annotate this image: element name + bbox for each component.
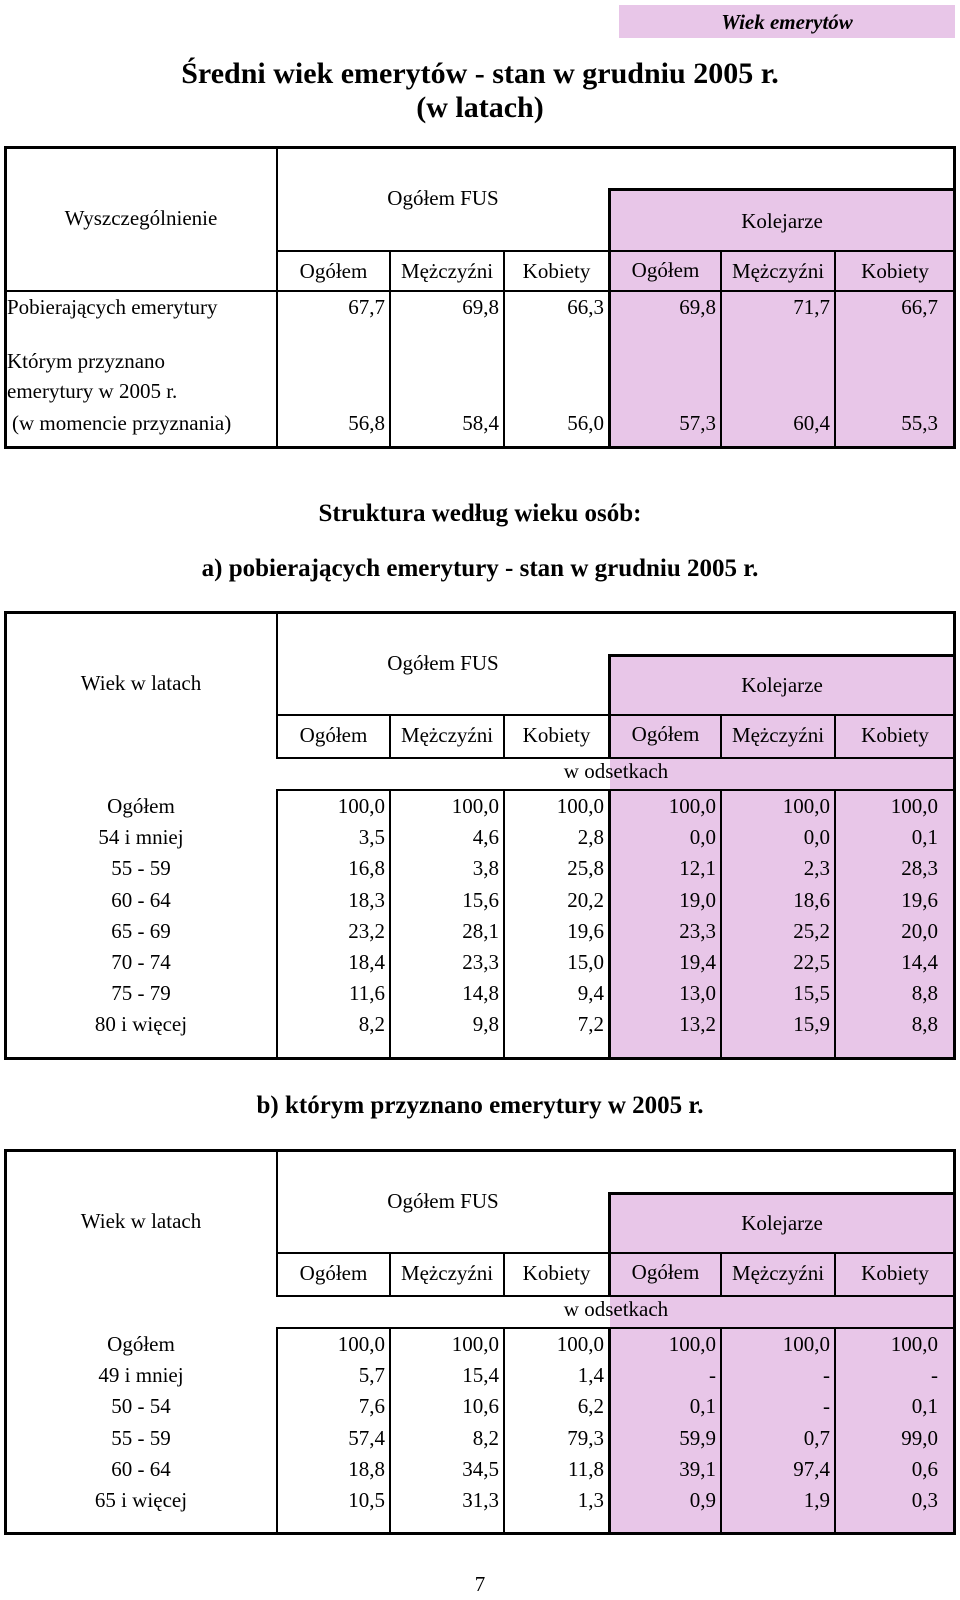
table2-cell: 16,8 <box>348 856 385 881</box>
table2-cell: 25,2 <box>793 918 830 943</box>
table2-cell: 20,0 <box>901 918 938 943</box>
table3-cell: 0,1 <box>689 1394 716 1419</box>
table3-col-header: Kobiety <box>522 1261 591 1285</box>
table3-cell: 6,2 <box>577 1394 604 1419</box>
table2-cell: 8,8 <box>911 981 938 1006</box>
table1-group-kolejarze: Kolejarze <box>741 209 823 233</box>
table1-cell: 55,3 <box>901 411 938 435</box>
table2-cell: 100,0 <box>782 794 830 818</box>
table3-cell: 97,4 <box>793 1456 830 1481</box>
table1-cell: 56,0 <box>567 411 604 435</box>
page-number: 7 <box>474 1572 486 1596</box>
table2-col-header: Ogółem <box>299 723 368 747</box>
table3-row-label: Ogółem <box>107 1332 175 1356</box>
table3-cell: 11,8 <box>568 1456 604 1481</box>
table3-cell: 15,4 <box>462 1363 499 1388</box>
table1-col-header: Kobiety <box>861 259 929 283</box>
table2-cell: 18,3 <box>348 887 385 912</box>
table3-unit: w odsetkach <box>563 1297 669 1321</box>
table3-col-header: Ogółem <box>631 1260 700 1284</box>
table2-cell: 25,8 <box>567 856 604 881</box>
table2-cell: 7,2 <box>577 1012 604 1037</box>
table3-cell: 99,0 <box>901 1425 938 1450</box>
table2-row-label: 54 i mniej <box>98 825 184 850</box>
subtitle-b: b) którym przyznano emerytury w 2005 r. <box>256 1092 704 1119</box>
table3-cell: 59,9 <box>679 1425 716 1450</box>
subtitle-a: a) pobierających emerytury - stan w grudniu 2005 r. <box>201 555 759 582</box>
table1-head-first: Wyszczególnienie <box>64 206 218 230</box>
table3-cell: 100,0 <box>890 1332 938 1356</box>
table2-cell: 19,6 <box>901 887 938 912</box>
table2-group-kolejarze: Kolejarze <box>741 673 823 697</box>
table1-group-fus: Ogółem FUS <box>387 186 499 210</box>
table2-cell: 22,5 <box>793 950 830 974</box>
table1-row-label: emerytury w 2005 r. <box>7 379 178 403</box>
table3-col-header: Ogółem <box>299 1261 368 1285</box>
table2-unit: w odsetkach <box>563 759 669 783</box>
table2-cell: 9,4 <box>577 981 604 1006</box>
table2-cell: 8,8 <box>911 1012 938 1037</box>
table2-cell: 23,3 <box>462 950 499 974</box>
table2-cell: 15,5 <box>793 981 830 1006</box>
table3-cell: 34,5 <box>462 1456 499 1481</box>
table3-cell: 0,7 <box>803 1425 830 1450</box>
table3-cell: 0,9 <box>689 1488 716 1512</box>
table3-row-label: 55 - 59 <box>111 1425 171 1450</box>
table2-col-header: Mężczyźni <box>731 723 825 747</box>
table2-cell: 18,6 <box>793 887 830 912</box>
table1-col-header: Ogółem <box>299 259 368 283</box>
table3-cell: 57,4 <box>348 1425 385 1450</box>
table3-cell: 100,0 <box>337 1332 385 1356</box>
table2-cell: 19,0 <box>679 887 716 912</box>
table1-cell: 60,4 <box>793 411 830 435</box>
table3-cell: - <box>823 1363 830 1388</box>
table2-cell: 0,0 <box>803 825 830 850</box>
table2-cell: 100,0 <box>337 794 385 818</box>
table2-cell: 20,2 <box>567 887 604 912</box>
table2-cell: 100,0 <box>451 794 499 818</box>
table3-cell: 100,0 <box>451 1332 499 1356</box>
table3-col-header: Mężczyźni <box>400 1261 494 1285</box>
table2-cell: 2,8 <box>577 825 604 850</box>
table3-row-label: 65 i więcej <box>94 1488 188 1512</box>
table2-cell: 100,0 <box>890 794 938 818</box>
table2-row-label: 65 - 69 <box>111 918 171 943</box>
table3-col-header: Mężczyźni <box>731 1261 825 1285</box>
table1-cell: 71,7 <box>793 295 830 319</box>
table1-cell: 57,3 <box>679 411 716 435</box>
table2-cell: 14,4 <box>901 950 938 974</box>
table3-head-first: Wiek w latach <box>80 1209 202 1233</box>
table2-cell: 0,1 <box>911 825 938 850</box>
section-tag: Wiek emerytów <box>619 5 955 38</box>
table3-group-kolejarze: Kolejarze <box>741 1211 823 1235</box>
table2-col-header: Kobiety <box>861 723 929 747</box>
table3-cell: 10,6 <box>462 1394 499 1419</box>
table3-row-label: 49 i mniej <box>98 1363 184 1388</box>
table2-cell: 28,1 <box>462 918 499 943</box>
table1-col-header: Mężczyźni <box>731 259 825 283</box>
table2-row-label: 80 i więcej <box>94 1012 188 1037</box>
table2-row-label: 60 - 64 <box>111 887 171 912</box>
table2-cell: 13,2 <box>679 1012 716 1037</box>
table2-cell: 23,2 <box>348 918 385 943</box>
table3-cell: 1,3 <box>577 1488 604 1512</box>
table2-cell: 15,6 <box>462 887 499 912</box>
table1-col-header: Ogółem <box>631 258 700 282</box>
table3-cell: 7,6 <box>358 1394 385 1419</box>
table3-cell: 1,4 <box>577 1363 604 1388</box>
page-title: Średni wiek emerytów - stan w grudniu 2005 r. <box>181 57 779 90</box>
table2-cell: 15,9 <box>793 1012 830 1037</box>
table2-cell: 18,4 <box>348 950 385 974</box>
table3-cell: 31,3 <box>462 1488 499 1512</box>
table3-cell: 0,6 <box>911 1456 938 1481</box>
table3-row-label: 60 - 64 <box>111 1456 171 1481</box>
table2-cell: 19,4 <box>679 950 716 974</box>
table1-cell: 69,8 <box>462 295 499 319</box>
table3-cell: 10,5 <box>348 1488 385 1512</box>
table3-col-header: Kobiety <box>861 1261 929 1285</box>
table2-cell: 100,0 <box>668 794 716 818</box>
table2-cell: 3,5 <box>358 825 385 850</box>
table3-row-label: 50 - 54 <box>111 1394 171 1419</box>
table2-cell: 19,6 <box>567 918 604 943</box>
table1-cell: 56,8 <box>348 411 385 435</box>
table1-col-header: Kobiety <box>522 259 591 283</box>
table2-row-label: 70 - 74 <box>111 950 171 974</box>
table3-cell: 100,0 <box>782 1332 830 1356</box>
table2-head-first: Wiek w latach <box>80 671 202 695</box>
table2-row-label: 55 - 59 <box>111 856 171 881</box>
table1-cell: 58,4 <box>462 411 499 435</box>
table2-cell: 8,2 <box>358 1012 385 1037</box>
table1-cell: 66,3 <box>567 295 604 319</box>
table2-cell: 9,8 <box>472 1012 499 1037</box>
table3-cell: 5,7 <box>358 1363 385 1388</box>
table3-cell: 39,1 <box>679 1456 716 1481</box>
table2-cell: 100,0 <box>556 794 604 818</box>
table3-cell: - <box>709 1363 716 1388</box>
table2-col-header: Mężczyźni <box>400 723 494 747</box>
table2-cell: 12,1 <box>679 856 716 881</box>
table2-cell: 11,6 <box>349 981 385 1006</box>
table1-cell: 67,7 <box>348 295 385 319</box>
table2-cell: 28,3 <box>901 856 938 881</box>
table1-col-header: Mężczyźni <box>400 259 494 283</box>
table3-cell: 100,0 <box>556 1332 604 1356</box>
table3-group-fus: Ogółem FUS <box>387 1189 499 1213</box>
table3-cell: 8,2 <box>472 1425 499 1450</box>
table2-cell: 4,6 <box>472 825 499 850</box>
table2-row-label: Ogółem <box>107 794 175 818</box>
table3-cell: 79,3 <box>567 1425 604 1450</box>
table2-cell: 23,3 <box>679 918 716 943</box>
table1-row-label: Którym przyznano <box>7 349 166 373</box>
table2-group-fus: Ogółem FUS <box>387 651 499 675</box>
table3-cell: - <box>823 1394 830 1419</box>
table1-cell: 66,7 <box>901 295 938 319</box>
table3-cell: - <box>931 1363 938 1388</box>
page-subtitle: (w latach) <box>416 91 544 124</box>
table2-col-header: Ogółem <box>631 722 700 746</box>
table2-cell: 2,3 <box>803 856 830 881</box>
table2-cell: 14,8 <box>462 981 499 1006</box>
table1-row-label: (w momencie przyznania) <box>12 411 232 435</box>
table2-row-label: 75 - 79 <box>111 981 171 1006</box>
table3-cell: 100,0 <box>668 1332 716 1356</box>
table1-cell: 69,8 <box>679 295 716 319</box>
table2-cell: 15,0 <box>567 950 604 974</box>
table3-cell: 18,8 <box>348 1456 385 1481</box>
table2-cell: 0,0 <box>689 825 716 850</box>
table2-cell: 13,0 <box>679 981 716 1006</box>
section-title: Struktura według wieku osób: <box>318 500 642 527</box>
table3-cell: 0,3 <box>911 1488 938 1512</box>
table2-cell: 3,8 <box>472 856 499 881</box>
table1-row-label: Pobierających emerytury <box>7 295 218 319</box>
table2-col-header: Kobiety <box>522 723 591 747</box>
table3-cell: 0,1 <box>911 1394 938 1419</box>
table3-cell: 1,9 <box>803 1488 830 1512</box>
